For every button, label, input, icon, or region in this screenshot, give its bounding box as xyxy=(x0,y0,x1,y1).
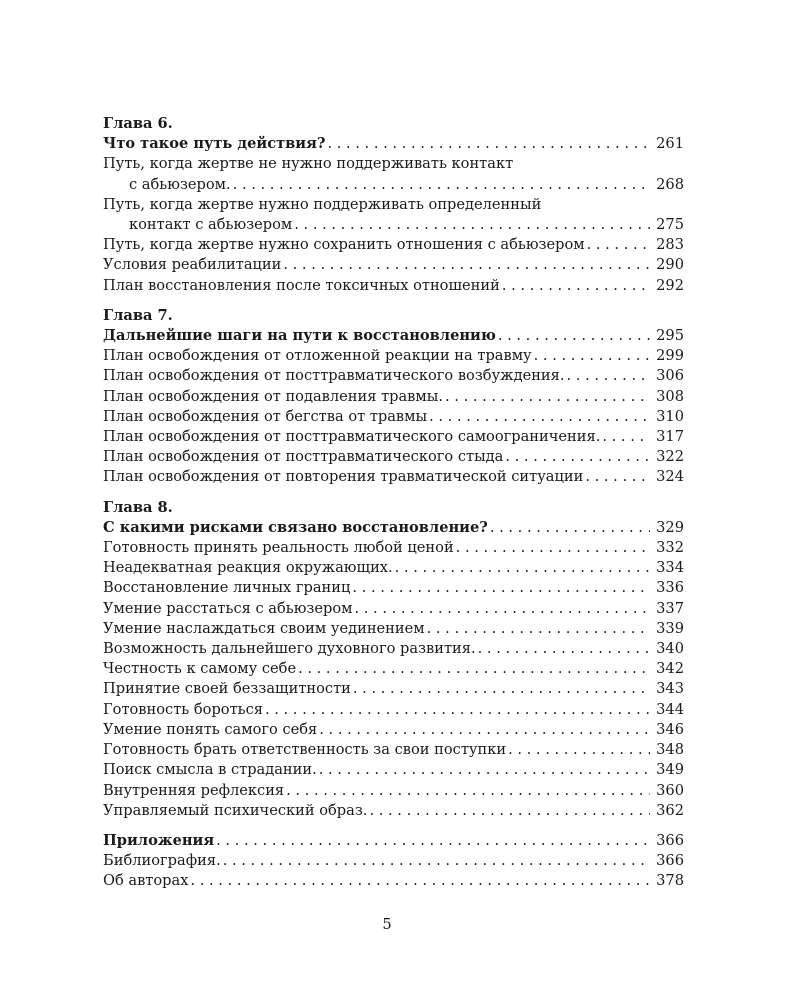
dot-leader xyxy=(508,740,650,760)
toc-entry xyxy=(103,760,684,780)
toc-entry xyxy=(103,801,684,821)
dot-leader xyxy=(456,538,650,558)
entry-title: Возможность дальнейшего духовного развития. xyxy=(103,640,476,658)
entry-title: Библиография. xyxy=(103,852,221,870)
page-ref: 324 xyxy=(656,468,684,486)
entry-title: План освобождения от повторения травматической ситуации xyxy=(103,468,584,486)
page-ref: 283 xyxy=(656,236,684,254)
page-ref: 310 xyxy=(656,407,684,425)
page-ref: 366 xyxy=(656,831,684,849)
toc-entry xyxy=(103,720,684,740)
entry-title: Умение расстаться с абьюзером xyxy=(103,599,353,617)
dot-leader xyxy=(534,346,650,366)
toc-entry xyxy=(103,538,684,558)
chapter-7 xyxy=(103,306,684,488)
dot-leader xyxy=(233,175,650,195)
page-ref: 299 xyxy=(656,347,684,365)
page-ref: 343 xyxy=(656,680,684,698)
page-ref: 344 xyxy=(656,700,684,718)
toc-entry xyxy=(103,195,684,235)
entry-title: Управляемый психический образ. xyxy=(103,801,368,819)
toc-entry xyxy=(103,447,684,467)
dot-leader xyxy=(223,851,650,871)
toc-entry xyxy=(103,599,684,619)
page-ref: 360 xyxy=(656,781,684,799)
dot-leader xyxy=(353,679,650,699)
dot-leader xyxy=(445,387,650,407)
dot-leader xyxy=(327,134,650,154)
entry-title: Умение наслаждаться своим уединением xyxy=(103,619,425,637)
chapter-8 xyxy=(103,498,684,821)
dot-leader xyxy=(429,407,650,427)
entry-title: Неадекватная реакция окружающих. xyxy=(103,559,393,577)
dot-leader xyxy=(286,781,650,801)
toc-entry xyxy=(103,700,684,720)
entry-title: Об авторах xyxy=(103,872,189,890)
toc-entry xyxy=(103,639,684,659)
toc-entry xyxy=(103,467,684,487)
dot-leader xyxy=(190,871,650,891)
entry-title: Путь, когда жертве нужно сохранить отношения с абьюзером xyxy=(103,236,585,254)
dot-leader xyxy=(505,447,650,467)
dot-leader xyxy=(427,619,651,639)
toc-entry xyxy=(103,154,684,194)
toc-entry xyxy=(103,407,684,427)
toc-entry xyxy=(103,366,684,386)
toc-entry xyxy=(103,235,684,255)
page-ref: 349 xyxy=(656,761,684,779)
toc-entry xyxy=(103,619,684,639)
page-ref: 290 xyxy=(656,256,684,274)
table-of-contents xyxy=(103,114,684,902)
toc-entry xyxy=(103,740,684,760)
dot-leader xyxy=(585,467,650,487)
page-ref: 336 xyxy=(656,579,684,597)
toc-entry xyxy=(103,427,684,447)
dot-leader xyxy=(355,599,651,619)
dot-leader xyxy=(369,801,650,821)
page-ref: 268 xyxy=(656,175,684,193)
entry-title: Честность к самому себе xyxy=(103,660,297,678)
page-ref: 332 xyxy=(656,539,684,557)
toc-entry xyxy=(103,255,684,275)
entry-title: План освобождения от подавления травмы. xyxy=(103,387,444,405)
page-ref: 342 xyxy=(656,660,684,678)
entry-title: Поиск смысла в страдании. xyxy=(103,761,317,779)
chapter-label: Глава 7. xyxy=(103,306,173,324)
page-ref: 329 xyxy=(656,518,684,536)
page-ref: 378 xyxy=(656,872,684,890)
dot-leader xyxy=(319,720,650,740)
entry-title: План освобождения от посттравматического самоограничения. xyxy=(103,428,601,446)
entry-title: План освобождения от посттравматического стыда xyxy=(103,448,504,466)
appendix-heading-entry xyxy=(103,831,684,851)
page-ref: 334 xyxy=(656,559,684,577)
dot-leader xyxy=(216,831,650,851)
page-ref: 275 xyxy=(656,216,684,234)
entry-title: План освобождения от отложенной реакции на травму xyxy=(103,347,532,365)
chapter-heading: С какими рисками связано восстановление? xyxy=(103,518,488,536)
dot-leader xyxy=(352,578,650,598)
page-ref: 340 xyxy=(656,640,684,658)
entry-title: Готовность принять реальность любой ценой xyxy=(103,539,454,557)
toc-entry xyxy=(103,871,684,891)
dot-leader xyxy=(490,518,650,538)
chapter-heading-entry xyxy=(103,134,684,154)
dot-leader xyxy=(283,255,650,275)
page-ref: 346 xyxy=(656,720,684,738)
entry-title: Готовность брать ответственность за свои поступки xyxy=(103,741,507,759)
dot-leader xyxy=(298,659,650,679)
entry-title: Восстановление личных границ xyxy=(103,579,351,597)
toc-entry xyxy=(103,578,684,598)
dot-leader xyxy=(602,427,650,447)
chapter-heading: Дальнейшие шаги на пути к восстановлению xyxy=(103,327,496,345)
entry-title: Условия реабилитации xyxy=(103,256,282,274)
entry-title: Принятие своей беззащитности xyxy=(103,680,351,698)
dot-leader xyxy=(294,215,650,235)
page-ref: 362 xyxy=(656,801,684,819)
appendix-heading: Приложения xyxy=(103,831,215,849)
entry-title-continuation: контакт с абьюзером xyxy=(129,216,293,234)
dot-leader xyxy=(587,235,651,255)
toc-entry xyxy=(103,659,684,679)
dot-leader xyxy=(567,366,651,386)
page-ref: 292 xyxy=(656,276,684,294)
page-number: 5 xyxy=(382,916,392,933)
dot-leader xyxy=(478,639,651,659)
dot-leader xyxy=(498,326,650,346)
entry-title-line: Путь, когда жертве не нужно поддерживать контакт xyxy=(103,155,514,173)
dot-leader xyxy=(265,700,650,720)
page-ref: 295 xyxy=(656,327,684,345)
chapter-heading-entry xyxy=(103,518,684,538)
page-ref: 322 xyxy=(656,448,684,466)
entry-title: План освобождения от бегства от травмы xyxy=(103,407,428,425)
toc-entry xyxy=(103,851,684,871)
entry-title: Умение понять самого себя xyxy=(103,720,318,738)
entry-title-continuation: с абьюзером. xyxy=(129,175,231,193)
entry-title-line: Путь, когда жертве нужно поддерживать определенный xyxy=(103,195,542,213)
toc-entry xyxy=(103,679,684,699)
toc-entry xyxy=(103,387,684,407)
chapter-heading: Что такое путь действия? xyxy=(103,135,326,153)
page-ref: 261 xyxy=(656,135,684,153)
chapter-6 xyxy=(103,114,684,296)
page-ref: 306 xyxy=(656,367,684,385)
page-ref: 348 xyxy=(656,741,684,759)
entry-title: План восстановления после токсичных отношений xyxy=(103,276,500,294)
entry-title: Готовность бороться xyxy=(103,700,263,718)
chapter-label: Глава 6. xyxy=(103,115,173,132)
dot-leader xyxy=(319,760,650,780)
page-ref: 317 xyxy=(656,428,684,446)
dot-leader xyxy=(395,558,650,578)
page-ref: 337 xyxy=(656,599,684,617)
entry-title: План освобождения от посттравматического возбуждения. xyxy=(103,367,565,385)
chapter-label: Глава 8. xyxy=(103,498,173,516)
toc-entry xyxy=(103,558,684,578)
toc-entry xyxy=(103,346,684,366)
appendix-section xyxy=(103,831,684,892)
dot-leader xyxy=(502,276,650,296)
toc-entry xyxy=(103,781,684,801)
page-ref: 366 xyxy=(656,852,684,870)
entry-title: Внутренняя рефлексия xyxy=(103,781,285,799)
chapter-heading-entry xyxy=(103,326,684,346)
page-ref: 339 xyxy=(656,619,684,637)
page-ref: 308 xyxy=(656,387,684,405)
toc-entry xyxy=(103,276,684,296)
